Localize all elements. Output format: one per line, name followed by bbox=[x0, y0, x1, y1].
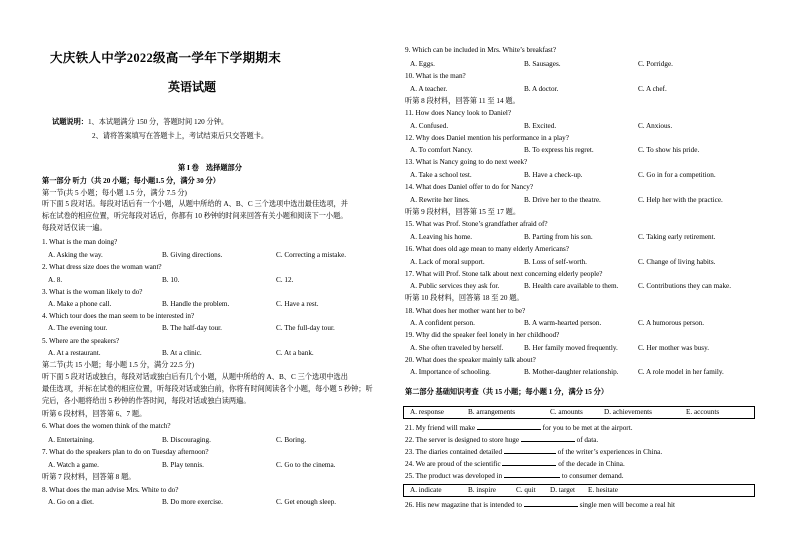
option[interactable]: A. Rewrite her lines. bbox=[410, 196, 470, 204]
question-26: 26. His new magazine that is intended to single men will become a real hit bbox=[405, 501, 675, 509]
option[interactable]: C. The full-day tour. bbox=[276, 324, 335, 332]
word-bank-item: D. target bbox=[550, 486, 576, 494]
section2-desc: 最佳选项，并标在试卷的相应位置，听每段对话或独白前，你将有时间阅读各个小题，每小题 5 秒钟；听 bbox=[42, 385, 373, 393]
question-25: 25. The product was developed in to consumer demand. bbox=[405, 472, 624, 480]
section1-title: 第一节(共 5 小题；每小题 1.5 分，满分 7.5 分) bbox=[42, 189, 187, 197]
section2-desc: 听下面 5 段对话或独白，每段对话或独白后有几个小题，从题中所给的 A、B、C 三个选项中选出 bbox=[42, 373, 348, 381]
answer-blank[interactable] bbox=[504, 447, 556, 454]
question-6: 6. What does the women think of the match? bbox=[42, 422, 171, 430]
word-bank-item: E. accounts bbox=[686, 408, 720, 416]
option[interactable]: A. A teacher. bbox=[410, 85, 448, 93]
option[interactable]: C. Boring. bbox=[276, 436, 307, 444]
part2-title: 第二部分 基础知识考查（共 15 小题；每小题 1 分，满分 15 分） bbox=[405, 388, 609, 396]
option[interactable]: B. A doctor. bbox=[524, 85, 559, 93]
question-5: 5. Where are the speakers? bbox=[42, 337, 120, 345]
question-18: 18. What does her mother want her to be? bbox=[405, 307, 526, 315]
option[interactable]: C. A humorous person. bbox=[638, 319, 705, 327]
word-bank-item: C. quit bbox=[516, 486, 536, 494]
word-bank-item: E. hesitate bbox=[588, 486, 618, 494]
question-24: 24. We are proud of the scientific of the decade in China. bbox=[405, 460, 625, 468]
notes-label: 试题说明：1、本试题满分 150 分，答题时间 120 分钟。 bbox=[52, 118, 229, 126]
question-9: 9. Which can be included in Mrs. White’s breakfast? bbox=[405, 46, 557, 54]
option[interactable]: A. Make a phone call. bbox=[48, 300, 112, 308]
option[interactable]: C. Anxious. bbox=[638, 122, 673, 130]
volume-title: 第 I 卷 选择题部分 bbox=[178, 164, 242, 172]
material-7-note: 听第 7 段材料，回答第 8 题。 bbox=[42, 473, 136, 481]
option[interactable]: C. Her mother was busy. bbox=[638, 344, 709, 352]
option[interactable]: C. Have a rest. bbox=[276, 300, 319, 308]
option[interactable]: A. The evening tour. bbox=[48, 324, 108, 332]
answer-blank[interactable] bbox=[524, 500, 578, 507]
option[interactable]: A. Watch a game. bbox=[48, 461, 99, 469]
option[interactable]: A. 8. bbox=[48, 276, 63, 284]
option[interactable]: A. At a restaurant. bbox=[48, 349, 101, 357]
option[interactable]: A. A confident person. bbox=[410, 319, 475, 327]
option[interactable]: B. Parting from his son. bbox=[524, 233, 593, 241]
option[interactable]: A. Go on a diet. bbox=[48, 498, 94, 506]
option[interactable]: A. Asking the way. bbox=[48, 251, 103, 259]
question-7: 7. What do the speakers plan to do on Tuesday afternoon? bbox=[42, 448, 209, 456]
question-11: 11. How does Nancy look to Daniel? bbox=[405, 109, 512, 117]
option[interactable]: B. Excited. bbox=[524, 122, 557, 130]
option[interactable]: B. Handle the problem. bbox=[162, 300, 230, 308]
material-6-note: 听第 6 段材料，回答第 6、7 题。 bbox=[42, 410, 147, 418]
section1-desc: 标在试卷的相应位置，听完每段对话后，你都有 10 秒钟的时间来回答有关小题和阅读下一小题。 bbox=[42, 212, 348, 220]
option[interactable]: B. Sausages. bbox=[524, 60, 561, 68]
question-23: 23. The diaries contained detailed of the writer’s experiences in China. bbox=[405, 448, 663, 456]
question-17: 17. What will Prof. Stone talk about next concerning elderly people? bbox=[405, 270, 603, 278]
option[interactable]: A. Lack of moral support. bbox=[410, 258, 485, 266]
option[interactable]: A. She often traveled by herself. bbox=[410, 344, 504, 352]
option[interactable]: B. 10. bbox=[162, 276, 180, 284]
option[interactable]: C. Porridge. bbox=[638, 60, 673, 68]
option[interactable]: C. Taking early retirement. bbox=[638, 233, 716, 241]
question-14: 14. What does Daniel offer to do for Nancy? bbox=[405, 183, 534, 191]
option[interactable]: B. Have a check-up. bbox=[524, 171, 583, 179]
option[interactable]: B. At a clinic. bbox=[162, 349, 202, 357]
option[interactable]: C. Contributions they can make. bbox=[638, 282, 732, 290]
question-3: 3. What is the woman likely to do? bbox=[42, 288, 143, 296]
option[interactable]: B. Play tennis. bbox=[162, 461, 204, 469]
word-bank-item: B. arrangements bbox=[468, 408, 516, 416]
option[interactable]: B. To express his regret. bbox=[524, 146, 594, 154]
word-bank-item: C. amounts bbox=[550, 408, 583, 416]
word-bank-1 bbox=[403, 406, 755, 419]
word-bank-item: A. indicate bbox=[410, 486, 442, 494]
option[interactable]: C. Correcting a mistake. bbox=[276, 251, 347, 259]
option[interactable]: C. 12. bbox=[276, 276, 294, 284]
question-13: 13. What is Nancy going to do next week? bbox=[405, 158, 528, 166]
option[interactable]: C. Go in for a competition. bbox=[638, 171, 716, 179]
option[interactable]: C. Get enough sleep. bbox=[276, 498, 337, 506]
answer-blank[interactable] bbox=[504, 471, 560, 478]
option[interactable]: C. Help her with the practice. bbox=[638, 196, 723, 204]
question-10: 10. What is the man? bbox=[405, 72, 466, 80]
word-bank-2 bbox=[403, 484, 755, 497]
question-8: 8. What does the man advise Mrs. White to do? bbox=[42, 486, 179, 494]
option[interactable]: C. A role model in her family. bbox=[638, 368, 724, 376]
word-bank-item: B. inspire bbox=[468, 486, 496, 494]
word-bank-item: A. response bbox=[410, 408, 444, 416]
option[interactable]: A. Confused. bbox=[410, 122, 449, 130]
option[interactable]: C. At a bank. bbox=[276, 349, 314, 357]
question-4: 4. Which tour does the man seem to be interested in? bbox=[42, 312, 195, 320]
option[interactable]: B. Mother-daughter relationship. bbox=[524, 368, 619, 376]
question-15: 15. What was Prof. Stone’s grandfather afraid of? bbox=[405, 220, 548, 228]
question-21: 21. My friend will make for you to be met at the airport. bbox=[405, 424, 633, 432]
question-12: 12. Why does Daniel mention his performance in a play? bbox=[405, 134, 569, 142]
option[interactable]: B. Health care available to them. bbox=[524, 282, 619, 290]
answer-blank[interactable] bbox=[502, 459, 556, 466]
answer-blank[interactable] bbox=[477, 423, 541, 430]
option[interactable]: A. Leaving his home. bbox=[410, 233, 473, 241]
part1-title: 第一部分 听力（共 20 小题；每小题1.5 分，满分 30 分） bbox=[42, 177, 220, 185]
question-1: 1. What is the man doing? bbox=[42, 238, 118, 246]
question-2: 2. What dress size does the woman want? bbox=[42, 263, 162, 271]
section1-desc: 每段对话仅读一遍。 bbox=[42, 224, 107, 232]
option[interactable]: B. The half-day tour. bbox=[162, 324, 222, 332]
option[interactable]: B. Drive her to the theatre. bbox=[524, 196, 601, 204]
question-16: 16. What does old age mean to many elderly Americans? bbox=[405, 245, 569, 253]
material-9-note: 听第 9 段材料，回答第 15 至 17 题。 bbox=[405, 208, 521, 216]
section2-title: 第二节(共 15 小题；每小题 1.5 分，满分 22.5 分) bbox=[42, 361, 195, 369]
option[interactable]: A. Importance of schooling. bbox=[410, 368, 491, 376]
word-bank-item: D. achievements bbox=[604, 408, 652, 416]
material-8-note: 听第 8 段材料，回答第 11 至 14 题。 bbox=[405, 97, 520, 105]
answer-blank[interactable] bbox=[521, 435, 575, 442]
option[interactable]: A. Take a school test. bbox=[410, 171, 472, 179]
section1-desc: 听下面 5 段对话。每段对话后有一个小题，从题中所给的 A、B、C 三个选项中选出最佳选项，并 bbox=[42, 200, 348, 208]
question-20: 20. What does the speaker mainly talk about? bbox=[405, 356, 536, 364]
option[interactable]: B. A warm-hearted person. bbox=[524, 319, 602, 327]
exam-subtitle: 英语试题 bbox=[168, 80, 217, 94]
material-10-note: 听第 10 段材料，回答第 18 至 20 题。 bbox=[405, 294, 524, 302]
option[interactable]: C. Go to the cinema. bbox=[276, 461, 336, 469]
question-19: 19. Why did the speaker feel lonely in her childhood? bbox=[405, 331, 560, 339]
option[interactable]: C. Change of living habits. bbox=[638, 258, 716, 266]
option[interactable]: B. Do more exercise. bbox=[162, 498, 223, 506]
option[interactable]: B. Discouraging. bbox=[162, 436, 211, 444]
option[interactable]: A. Entertaining. bbox=[48, 436, 95, 444]
option[interactable]: C. To show his pride. bbox=[638, 146, 700, 154]
note-2: 2、请将答案填写在答题卡上，考试结束后只交答题卡。 bbox=[92, 132, 269, 140]
exam-title: 大庆铁人中学2022级高一学年下学期期末 bbox=[50, 51, 282, 65]
option[interactable]: B. Her family moved frequently. bbox=[524, 344, 618, 352]
question-22: 22. The server is designed to store huge of data. bbox=[405, 436, 599, 444]
option[interactable]: A. To comfort Nancy. bbox=[410, 146, 473, 154]
option[interactable]: B. Loss of self-worth. bbox=[524, 258, 587, 266]
option[interactable]: A. Eggs. bbox=[410, 60, 435, 68]
option[interactable]: C. A chef. bbox=[638, 85, 667, 93]
section2-desc: 完后，各小题将给出 5 秒钟的作答时间，每段对话或独白读两遍。 bbox=[42, 397, 251, 405]
option[interactable]: A. Public services they ask for. bbox=[410, 282, 500, 290]
option[interactable]: B. Giving directions. bbox=[162, 251, 223, 259]
